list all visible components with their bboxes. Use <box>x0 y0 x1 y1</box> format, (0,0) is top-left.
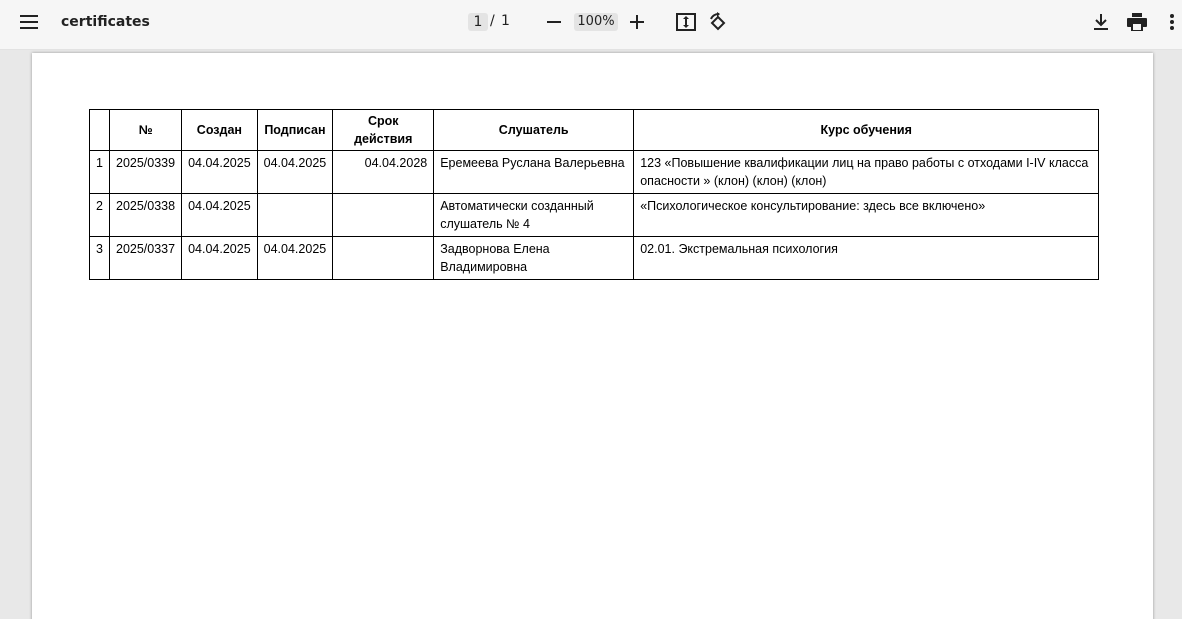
print-button[interactable] <box>1126 11 1148 33</box>
column-header-number: № <box>110 110 182 151</box>
certificate-number: 2025/0337 <box>110 237 182 280</box>
table-row <box>90 237 1099 280</box>
course-name: 123 «Повышение квалификации лиц на право работы с отходами I-IV класса опасности » (клон) (клон) (клон) <box>634 151 1099 194</box>
certificate-number: 2025/0338 <box>110 194 182 237</box>
certificate-number: 2025/0339 <box>110 151 182 194</box>
fit-to-page-icon <box>676 13 696 31</box>
created-date: 04.04.2025 <box>182 194 258 237</box>
hamburger-menu-icon <box>20 15 38 29</box>
rotate-icon <box>708 12 728 32</box>
listener-name: Задворнова Елена Владимировна <box>434 237 634 280</box>
menu-button[interactable] <box>16 10 42 34</box>
download-icon <box>1094 14 1108 30</box>
fit-to-page-button[interactable] <box>675 11 697 33</box>
signed-date <box>257 194 333 237</box>
signed-date: 04.04.2025 <box>257 237 333 280</box>
valid-until-date <box>333 194 434 237</box>
signed-date: 04.04.2025 <box>257 151 333 194</box>
total-pages: 1 <box>501 13 510 29</box>
zoom-in-button[interactable] <box>627 12 647 32</box>
column-header-listener: Слушатель <box>434 110 634 151</box>
current-page-input[interactable]: 1 <box>468 13 488 31</box>
course-name: «Психологическое консультирование: здесь все включено» <box>634 194 1099 237</box>
column-header-created: Создан <box>182 110 258 151</box>
certificates-table <box>89 109 1099 280</box>
valid-until-date <box>333 237 434 280</box>
zoom-level-input[interactable]: 100% <box>574 13 618 31</box>
table-row <box>90 194 1099 237</box>
more-options-button[interactable] <box>1164 11 1180 33</box>
rotate-button[interactable] <box>707 11 729 33</box>
print-icon <box>1127 13 1147 31</box>
listener-name: Автоматически созданный слушатель № 4 <box>434 194 634 237</box>
column-header-course: Курс обучения <box>634 110 1099 151</box>
zoom-out-button[interactable] <box>544 12 564 32</box>
column-header-index <box>90 110 110 151</box>
pdf-toolbar <box>0 0 1182 50</box>
document-title: certificates <box>61 14 150 30</box>
column-header-signed: Подписан <box>257 110 333 151</box>
column-header-valid-until: Срок действия <box>333 110 434 151</box>
row-index: 1 <box>90 151 110 194</box>
pdf-page <box>32 53 1153 619</box>
row-index: 2 <box>90 194 110 237</box>
more-vertical-icon <box>1170 14 1174 30</box>
plus-icon <box>630 15 644 29</box>
created-date: 04.04.2025 <box>182 237 258 280</box>
minus-icon <box>547 21 561 23</box>
valid-until-date: 04.04.2028 <box>333 151 434 194</box>
table-row <box>90 151 1099 194</box>
course-name: 02.01. Экстремальная психология <box>634 237 1099 280</box>
created-date: 04.04.2025 <box>182 151 258 194</box>
table-header-row <box>90 110 1099 151</box>
download-button[interactable] <box>1090 11 1112 33</box>
listener-name: Еремеева Руслана Валерьевна <box>434 151 634 194</box>
row-index: 3 <box>90 237 110 280</box>
page-separator: / <box>490 13 495 29</box>
